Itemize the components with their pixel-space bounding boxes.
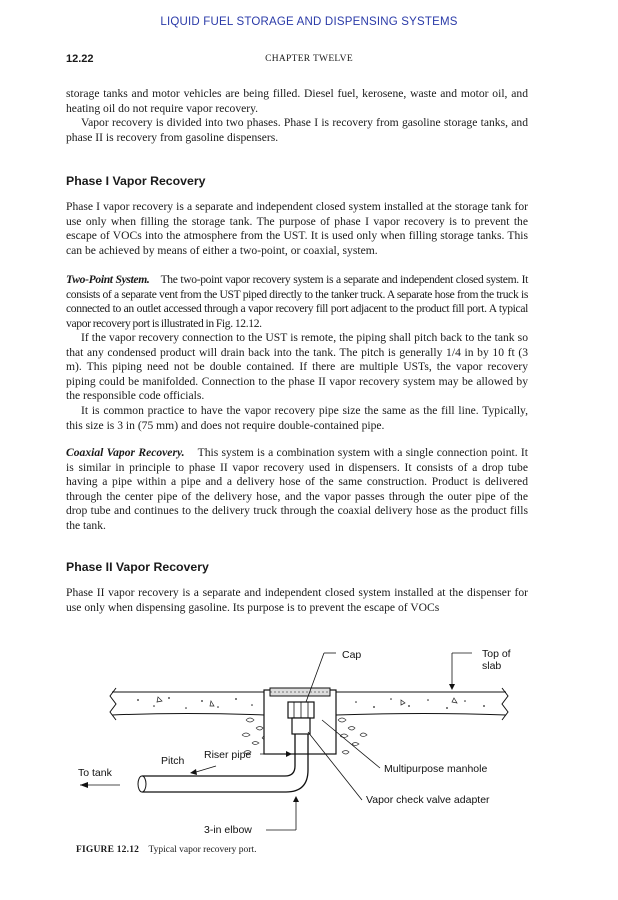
- remote-connection-paragraph: If the vapor recovery connection to the UST is remote, the piping shall pitch back to the tank so that any condensed product will drain back into the tank. The pitch is generally 1/4 in by 10 ft (3 m). This piping need not be double contained. If there are multiple USTs, the vapor recovery piping could be manifolded. Connection to the phase II vapor recovery system may be allowed by the responsible code officials.: [66, 331, 528, 403]
- phase1-paragraph-1: Phase I vapor recovery is a separate and independent closed system installed at the storage tank for use only when filling the storage tank. The purpose of phase I vapor recovery is to prevent the escape of VOCs into the atmosphere from the UST. It is used only when filling storage tanks. This can be achieved by means of either a two-point, or coaxial, system.: [66, 200, 528, 257]
- slab-bottom-left: [112, 714, 264, 716]
- running-head: LIQUID FUEL STORAGE AND DISPENSING SYSTEMS: [160, 16, 458, 28]
- intro-paragraph-1: storage tanks and motor vehicles are being filled. Diesel fuel, kerosene, waste and motor oil, and heating oil do not require vapor recovery.: [66, 87, 528, 115]
- figure-number: FIGURE 12.12: [76, 845, 140, 855]
- pipe-size-paragraph: It is common practice to have the vapor recovery pipe size the same as the fill line. Typically, this size is 3 in (75 mm) and does not require double-contained pipe.: [66, 404, 528, 432]
- two-point-text: The two-point vapor recovery system is a separate and independent closed system. It consists of a separate vent from the UST piped directly to the tanker truck. A separate hose from the truck is connected to an outlet accessed through a vapor recovery fill port adjacent to the product fill port. A typical vapor recovery port is illustrated in Fig. 12.12.: [66, 273, 528, 330]
- label-top-of-slab-1: Top of: [482, 648, 511, 660]
- pitch-arrow: [190, 769, 197, 775]
- vapor-recovery-diagram: [66, 640, 546, 850]
- pipe-end: [138, 776, 146, 792]
- label-pitch: Pitch: [161, 755, 185, 767]
- two-point-runin: Two-Point System.: [66, 273, 150, 286]
- to-tank-arrow: [80, 782, 88, 788]
- label-cap: Cap: [342, 649, 362, 661]
- phase2-heading: Phase II Vapor Recovery: [66, 560, 209, 574]
- phase2-paragraph-1: Phase II vapor recovery is a separate and independent closed system installed at the dispenser for use only when dispensing gasoline. Its purpose is to prevent the escape of VOCs: [66, 586, 528, 614]
- slab-bottom-right: [336, 714, 506, 716]
- coaxial-paragraph: [66, 446, 528, 534]
- two-point-paragraph: [66, 273, 528, 331]
- label-to-tank: To tank: [78, 767, 112, 779]
- page-number: 12.22: [66, 53, 94, 65]
- coaxial-text: This system is a combination system with a single connection point. It is similar in principle to phase II vapor recovery used in dispensers. It consists of a drop tube having a pipe within a pipe and a delivery hose of the same construction. Product is delivered through the center pipe of the delivery hose, and the vapor passes through the outer pipe of the drop tube and continues to the delivery truck through the coaxial delivery hose as the product fills the tank.: [66, 446, 528, 532]
- label-3in-elbow: 3-in elbow: [204, 824, 252, 836]
- label-vapor-check-valve: Vapor check valve adapter: [366, 794, 490, 806]
- label-top-of-slab-2: slab: [482, 660, 502, 672]
- label-riser-pipe: Riser pipe: [204, 749, 252, 761]
- pitch-leader: [196, 766, 216, 772]
- vapor-check-valve-adapter: [292, 718, 310, 734]
- figure-caption: [76, 845, 256, 855]
- intro-paragraph-2: Vapor recovery is divided into two phases. Phase I is recovery from gasoline storage tanks, and phase II is recovery from gasoline dispensers.: [66, 116, 528, 144]
- elbow-arrow: [293, 796, 299, 802]
- figure-vapor-recovery-port: [66, 640, 546, 850]
- label-multipurpose-manhole: Multipurpose manhole: [384, 763, 488, 775]
- slab-arrow: [449, 684, 455, 690]
- figure-caption-text: Typical vapor recovery port.: [148, 845, 257, 855]
- coaxial-runin: Coaxial Vapor Recovery.: [66, 446, 185, 459]
- phase1-heading: Phase I Vapor Recovery: [66, 174, 206, 188]
- chapter-title: CHAPTER TWELVE: [265, 54, 353, 64]
